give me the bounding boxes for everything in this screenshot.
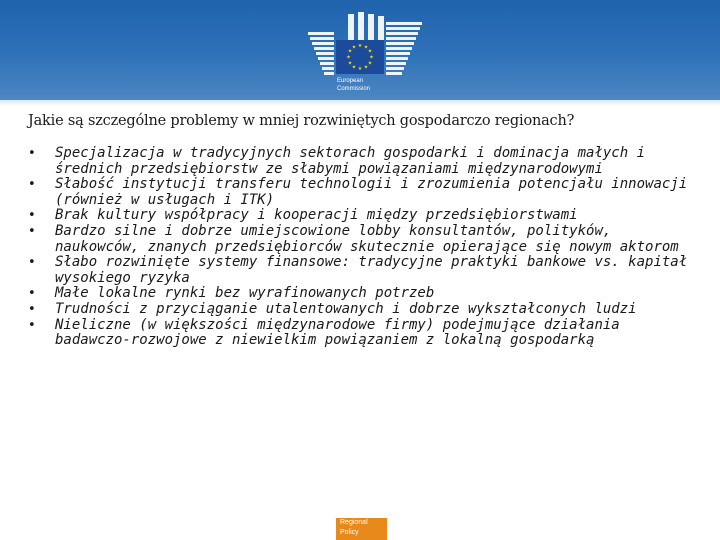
svg-text:★: ★	[367, 48, 373, 55]
bullet-text: Brak kultury współpracy i kooperacji między przedsiębiorstwami	[55, 207, 578, 224]
svg-text:★: ★	[347, 48, 353, 55]
bullet-dot-icon: •	[28, 286, 36, 302]
bullet-dot-icon: •	[28, 223, 36, 239]
header-band	[0, 100, 720, 106]
badge-line-2: Policy	[340, 529, 359, 536]
svg-text:★: ★	[357, 66, 363, 72]
bullet-text: Małe lokalne rynki bez wyrafinowanych potrzeb	[55, 285, 435, 302]
bullet-item	[28, 208, 698, 224]
svg-text:★: ★	[357, 43, 363, 49]
svg-text:★: ★	[367, 60, 373, 67]
bullet-text: Słabo rozwinięte systemy finansowe: tradycyjne praktyki bankowe vs. kapitał wysokiego ryzyka	[55, 254, 688, 286]
bullet-dot-icon: •	[28, 301, 36, 317]
svg-text:★: ★	[346, 54, 351, 61]
svg-text:★: ★	[351, 64, 357, 71]
svg-text:★: ★	[369, 54, 374, 61]
regional-policy-badge	[336, 518, 387, 540]
bullet-dot-icon: •	[28, 317, 36, 333]
svg-text:★: ★	[363, 44, 369, 51]
bullet-dot-icon: •	[28, 255, 36, 271]
bullet-text: Trudności z przyciąganie utalentowanych i dobrze wykształconych ludzi	[55, 300, 637, 317]
logo-line-1: European	[337, 78, 364, 84]
bullet-text: Słabość instytucji transferu technologii i zrozumienia potencjału innowacji (również w usługach i ITK)	[55, 176, 688, 208]
bullet-item	[28, 318, 698, 349]
bullet-item	[28, 286, 698, 302]
bullet-text: Bardzo silne i dobrze umiejscowione lobby konsultantów, polityków, naukowców, znanych przedsiębiorców skutecznie opierające się nowym aktorom	[55, 222, 679, 255]
svg-text:★: ★	[351, 44, 357, 51]
logo-line-2: Commission	[337, 86, 371, 92]
svg-text:★: ★	[347, 60, 353, 67]
slide-title: Jakie są szczególne problemy w mniej rozwiniętych gospodarczo regionach?	[28, 113, 575, 129]
bullet-item	[28, 177, 698, 208]
svg-text:★: ★	[363, 64, 369, 71]
bullet-list	[28, 146, 698, 349]
logo-caption	[337, 77, 397, 93]
bullet-text: Specjalizacja w tradycyjnych sektorach gospodarki i dominacja małych i średnich przedsiębiorstw ze słabymi powiązaniami międzynarodowymi	[55, 145, 646, 177]
bullet-item	[28, 146, 698, 177]
bullet-text: Nieliczne (w większości międzynarodowe firmy) podejmujące działania badawczo-rozwojowe z niewielkim powiązaniem z lokalną gospodarką	[55, 316, 620, 349]
bullet-dot-icon: •	[28, 177, 36, 193]
bullet-item	[28, 302, 698, 318]
bullet-dot-icon: •	[28, 146, 36, 161]
badge-line-1: Regional	[340, 519, 368, 526]
bullet-dot-icon: •	[28, 208, 36, 224]
bullet-item	[28, 255, 698, 286]
bullet-item	[28, 224, 698, 255]
